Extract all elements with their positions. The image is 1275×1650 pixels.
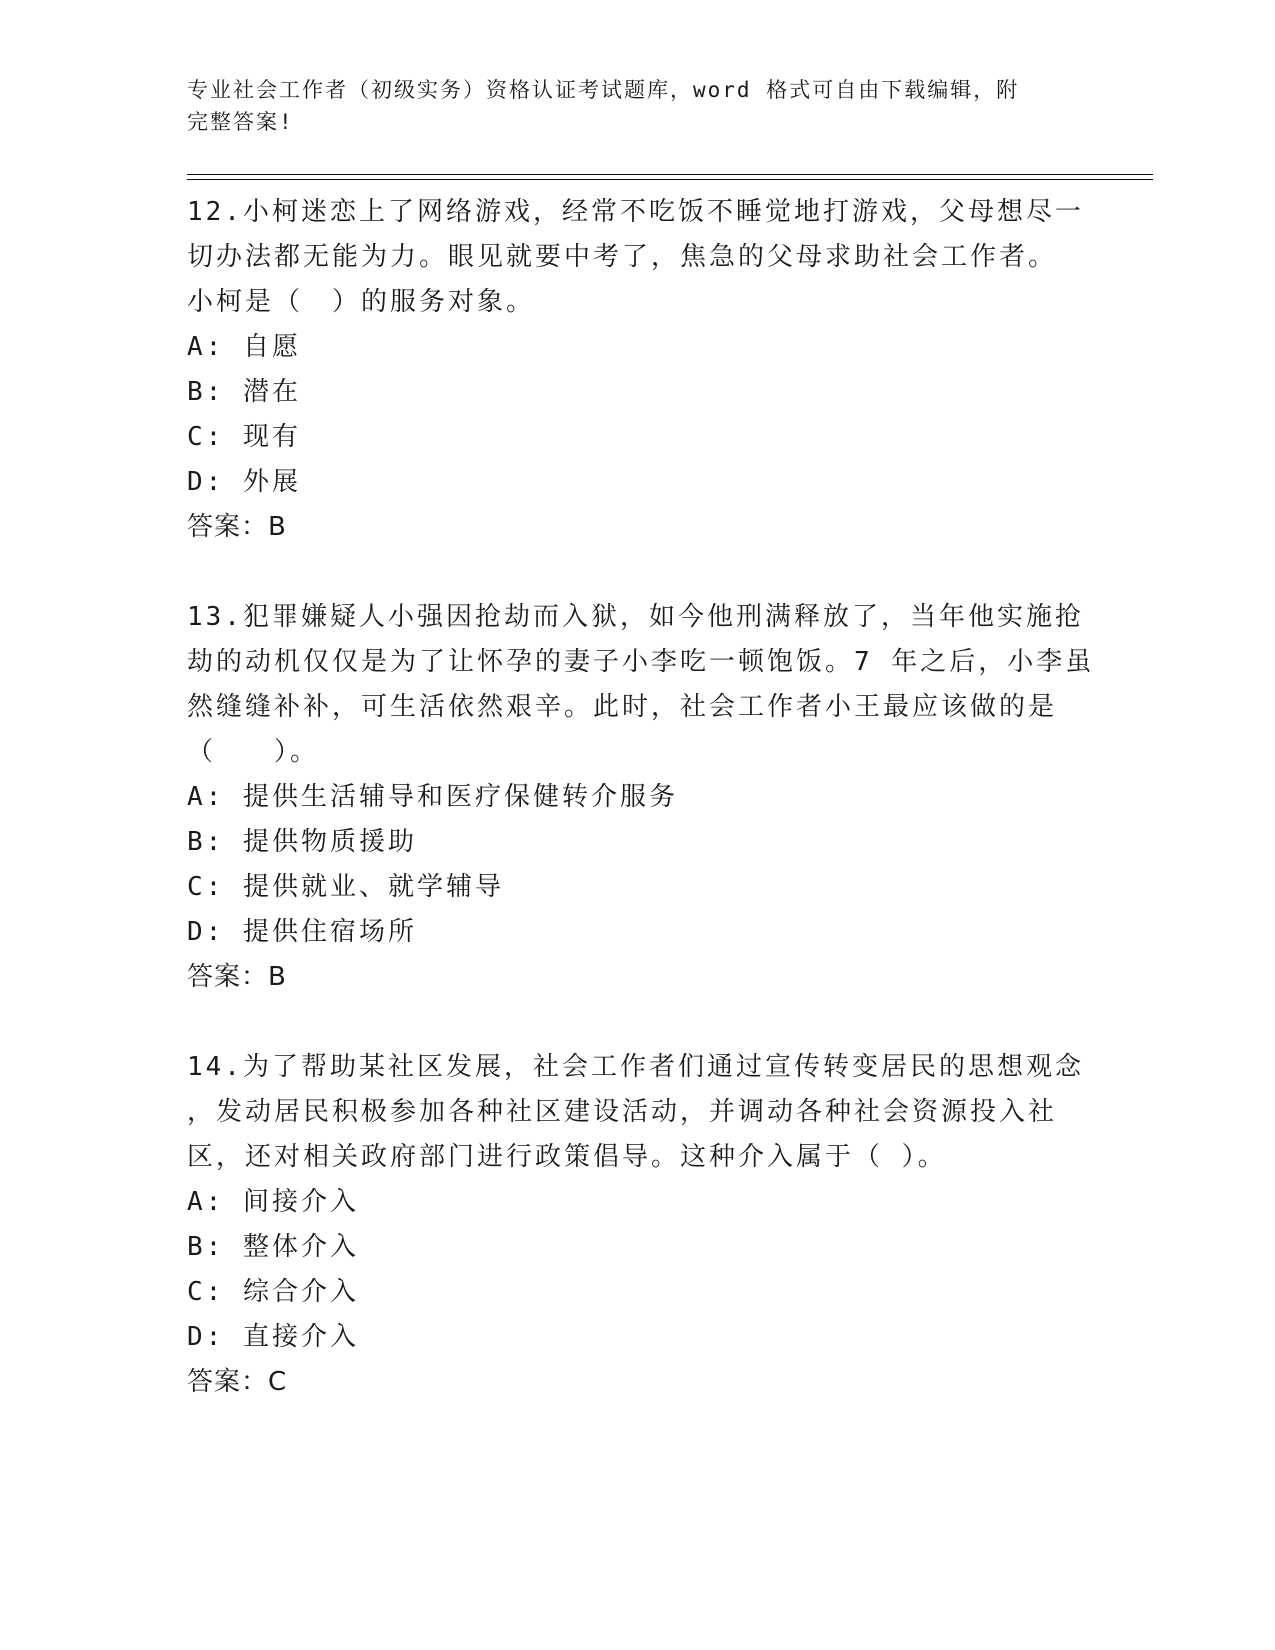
header-line-1: 专业社会工作者（初级实务）资格认证考试题库，word 格式可自由下载编辑，附 [187,78,1020,102]
option-c: C: 提供就业、就学辅导 [187,872,504,902]
option-c: C: 现有 [187,422,301,452]
option-d: D: 直接介入 [187,1322,359,1352]
question-12 [187,190,1087,550]
option-a: A: 提供生活辅导和医疗保健转介服务 [187,782,678,812]
option-a: A: 自愿 [187,332,301,362]
question-14 [187,1045,1087,1405]
question-text-line: 然缝缝补补，可生活依然艰辛。此时，社会工作者小王最应该做的是 [187,692,1058,722]
header-rule-top [187,174,1153,175]
option-d: D: 提供住宿场所 [187,917,417,947]
question-text-line: 13.犯罪嫌疑人小强因抢劫而入狱，如今他刑满释放了，当年他实施抢 [187,602,1084,632]
header-line-2: 完整答案! [187,110,294,134]
option-c: C: 综合介入 [187,1277,359,1307]
answer-line: 答案：B [187,962,287,992]
option-d: D: 外展 [187,467,301,497]
document-header [187,74,1087,138]
question-13 [187,595,1095,1000]
option-b: B: 潜在 [187,377,301,407]
answer-line: 答案：B [187,512,287,542]
answer-line: 答案：C [187,1367,288,1397]
question-text-line: 区，还对相关政府部门进行政策倡导。这种介入属于（ ）。 [187,1142,947,1172]
question-text-line: （ ）。 [187,737,320,767]
option-b: B: 整体介入 [187,1232,359,1262]
question-text-line: 小柯是（ ）的服务对象。 [187,287,536,317]
header-rule-bottom [187,179,1153,180]
question-list [187,190,1095,1450]
question-text-line: 12.小柯迷恋上了网络游戏，经常不吃饭不睡觉地打游戏，父母想尽一 [187,197,1084,227]
option-b: B: 提供物质援助 [187,827,417,857]
question-text-line: 劫的动机仅仅是为了让怀孕的妻子小李吃一顿饱饭。7 年之后，小李虽 [187,647,1095,677]
option-a: A: 间接介入 [187,1187,359,1217]
question-text-line: 切办法都无能为力。眼见就要中考了，焦急的父母求助社会工作者。 [187,242,1058,272]
question-text-line: 14.为了帮助某社区发展，社会工作者们通过宣传转变居民的思想观念 [187,1052,1084,1082]
question-text-line: ，发动居民积极参加各种社区建设活动，并调动各种社会资源投入社 [187,1097,1058,1127]
